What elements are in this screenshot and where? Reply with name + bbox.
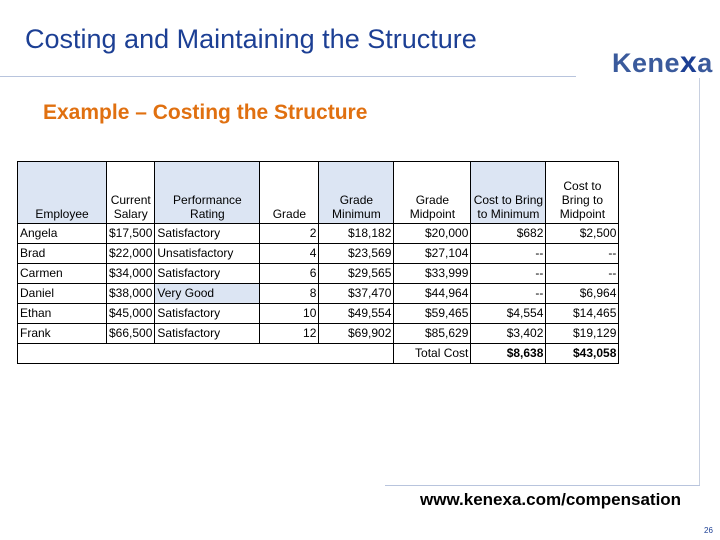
col-employee: Employee — [18, 162, 107, 224]
cost-mid-cell: $19,129 — [546, 324, 619, 344]
cost-mid-cell: -- — [546, 244, 619, 264]
col-cost-to-minimum: Cost to Bring to Minimum — [471, 162, 546, 224]
page-number: 26 — [704, 526, 713, 535]
grade-mid-cell: $20,000 — [394, 224, 471, 244]
employee-cell: Ethan — [18, 304, 107, 324]
cost-mid-cell: $2,500 — [546, 224, 619, 244]
grade-mid-cell: $27,104 — [394, 244, 471, 264]
salary-cell: $34,000 — [107, 264, 155, 284]
grade-cell: 4 — [260, 244, 319, 264]
cost-min-cell: -- — [471, 264, 546, 284]
table-row — [18, 304, 619, 324]
costing-table — [17, 161, 619, 364]
grade-cell: 6 — [260, 264, 319, 284]
col-cost-to-midpoint: Cost to Bring to Midpoint — [546, 162, 619, 224]
table-row — [18, 244, 619, 264]
total-label: Total Cost — [394, 344, 471, 364]
salary-cell: $22,000 — [107, 244, 155, 264]
employee-cell: Carmen — [18, 264, 107, 284]
rating-cell: Satisfactory — [155, 264, 260, 284]
employee-cell: Daniel — [18, 284, 107, 304]
cost-mid-cell: -- — [546, 264, 619, 284]
employee-cell: Frank — [18, 324, 107, 344]
total-spacer — [18, 344, 394, 364]
logo-text: Kene — [612, 48, 681, 78]
logo-text-end: a — [697, 48, 713, 78]
kenexa-logo — [612, 46, 713, 80]
footer-divider — [385, 485, 700, 486]
total-row — [18, 344, 619, 364]
grade-cell: 8 — [260, 284, 319, 304]
col-grade-midpoint: Grade Midpoint — [394, 162, 471, 224]
salary-cell: $38,000 — [107, 284, 155, 304]
table-row — [18, 324, 619, 344]
rating-cell: Satisfactory — [155, 304, 260, 324]
grade-min-cell: $49,554 — [319, 304, 394, 324]
grade-min-cell: $37,470 — [319, 284, 394, 304]
footer-url[interactable]: www.kenexa.com/compensation — [420, 490, 682, 509]
rating-cell: Satisfactory — [155, 224, 260, 244]
cost-min-cell: -- — [471, 244, 546, 264]
grade-min-cell: $29,565 — [319, 264, 394, 284]
table-body — [18, 224, 619, 364]
total-cost-mid: $43,058 — [546, 344, 619, 364]
grade-cell: 2 — [260, 224, 319, 244]
salary-cell: $66,500 — [107, 324, 155, 344]
col-grade: Grade — [260, 162, 319, 224]
grade-min-cell: $23,569 — [319, 244, 394, 264]
salary-cell: $45,000 — [107, 304, 155, 324]
col-performance-rating: Performance Rating — [155, 162, 260, 224]
employee-cell: Angela — [18, 224, 107, 244]
slide-subtitle: Example – Costing the Structure — [43, 101, 368, 124]
title-divider — [0, 76, 576, 77]
grade-cell: 12 — [260, 324, 319, 344]
cost-min-cell: -- — [471, 284, 546, 304]
col-current-salary: Current Salary — [107, 162, 155, 224]
grade-mid-cell: $33,999 — [394, 264, 471, 284]
table-row — [18, 224, 619, 244]
table-row — [18, 284, 619, 304]
salary-cell: $17,500 — [107, 224, 155, 244]
grade-min-cell: $69,902 — [319, 324, 394, 344]
grade-mid-cell: $44,964 — [394, 284, 471, 304]
slide-title: Costing and Maintaining the Structure — [25, 24, 477, 54]
grade-mid-cell: $59,465 — [394, 304, 471, 324]
grade-min-cell: $18,182 — [319, 224, 394, 244]
grade-cell: 10 — [260, 304, 319, 324]
logo-x-mark: x — [680, 46, 698, 79]
right-divider — [699, 78, 700, 486]
table-row — [18, 264, 619, 284]
cost-mid-cell: $6,964 — [546, 284, 619, 304]
cost-mid-cell: $14,465 — [546, 304, 619, 324]
total-cost-min: $8,638 — [471, 344, 546, 364]
rating-cell: Very Good — [155, 284, 260, 304]
rating-cell: Satisfactory — [155, 324, 260, 344]
cost-min-cell: $3,402 — [471, 324, 546, 344]
grade-mid-cell: $85,629 — [394, 324, 471, 344]
employee-cell: Brad — [18, 244, 107, 264]
cost-min-cell: $682 — [471, 224, 546, 244]
col-grade-minimum: Grade Minimum — [319, 162, 394, 224]
cost-min-cell: $4,554 — [471, 304, 546, 324]
rating-cell: Unsatisfactory — [155, 244, 260, 264]
